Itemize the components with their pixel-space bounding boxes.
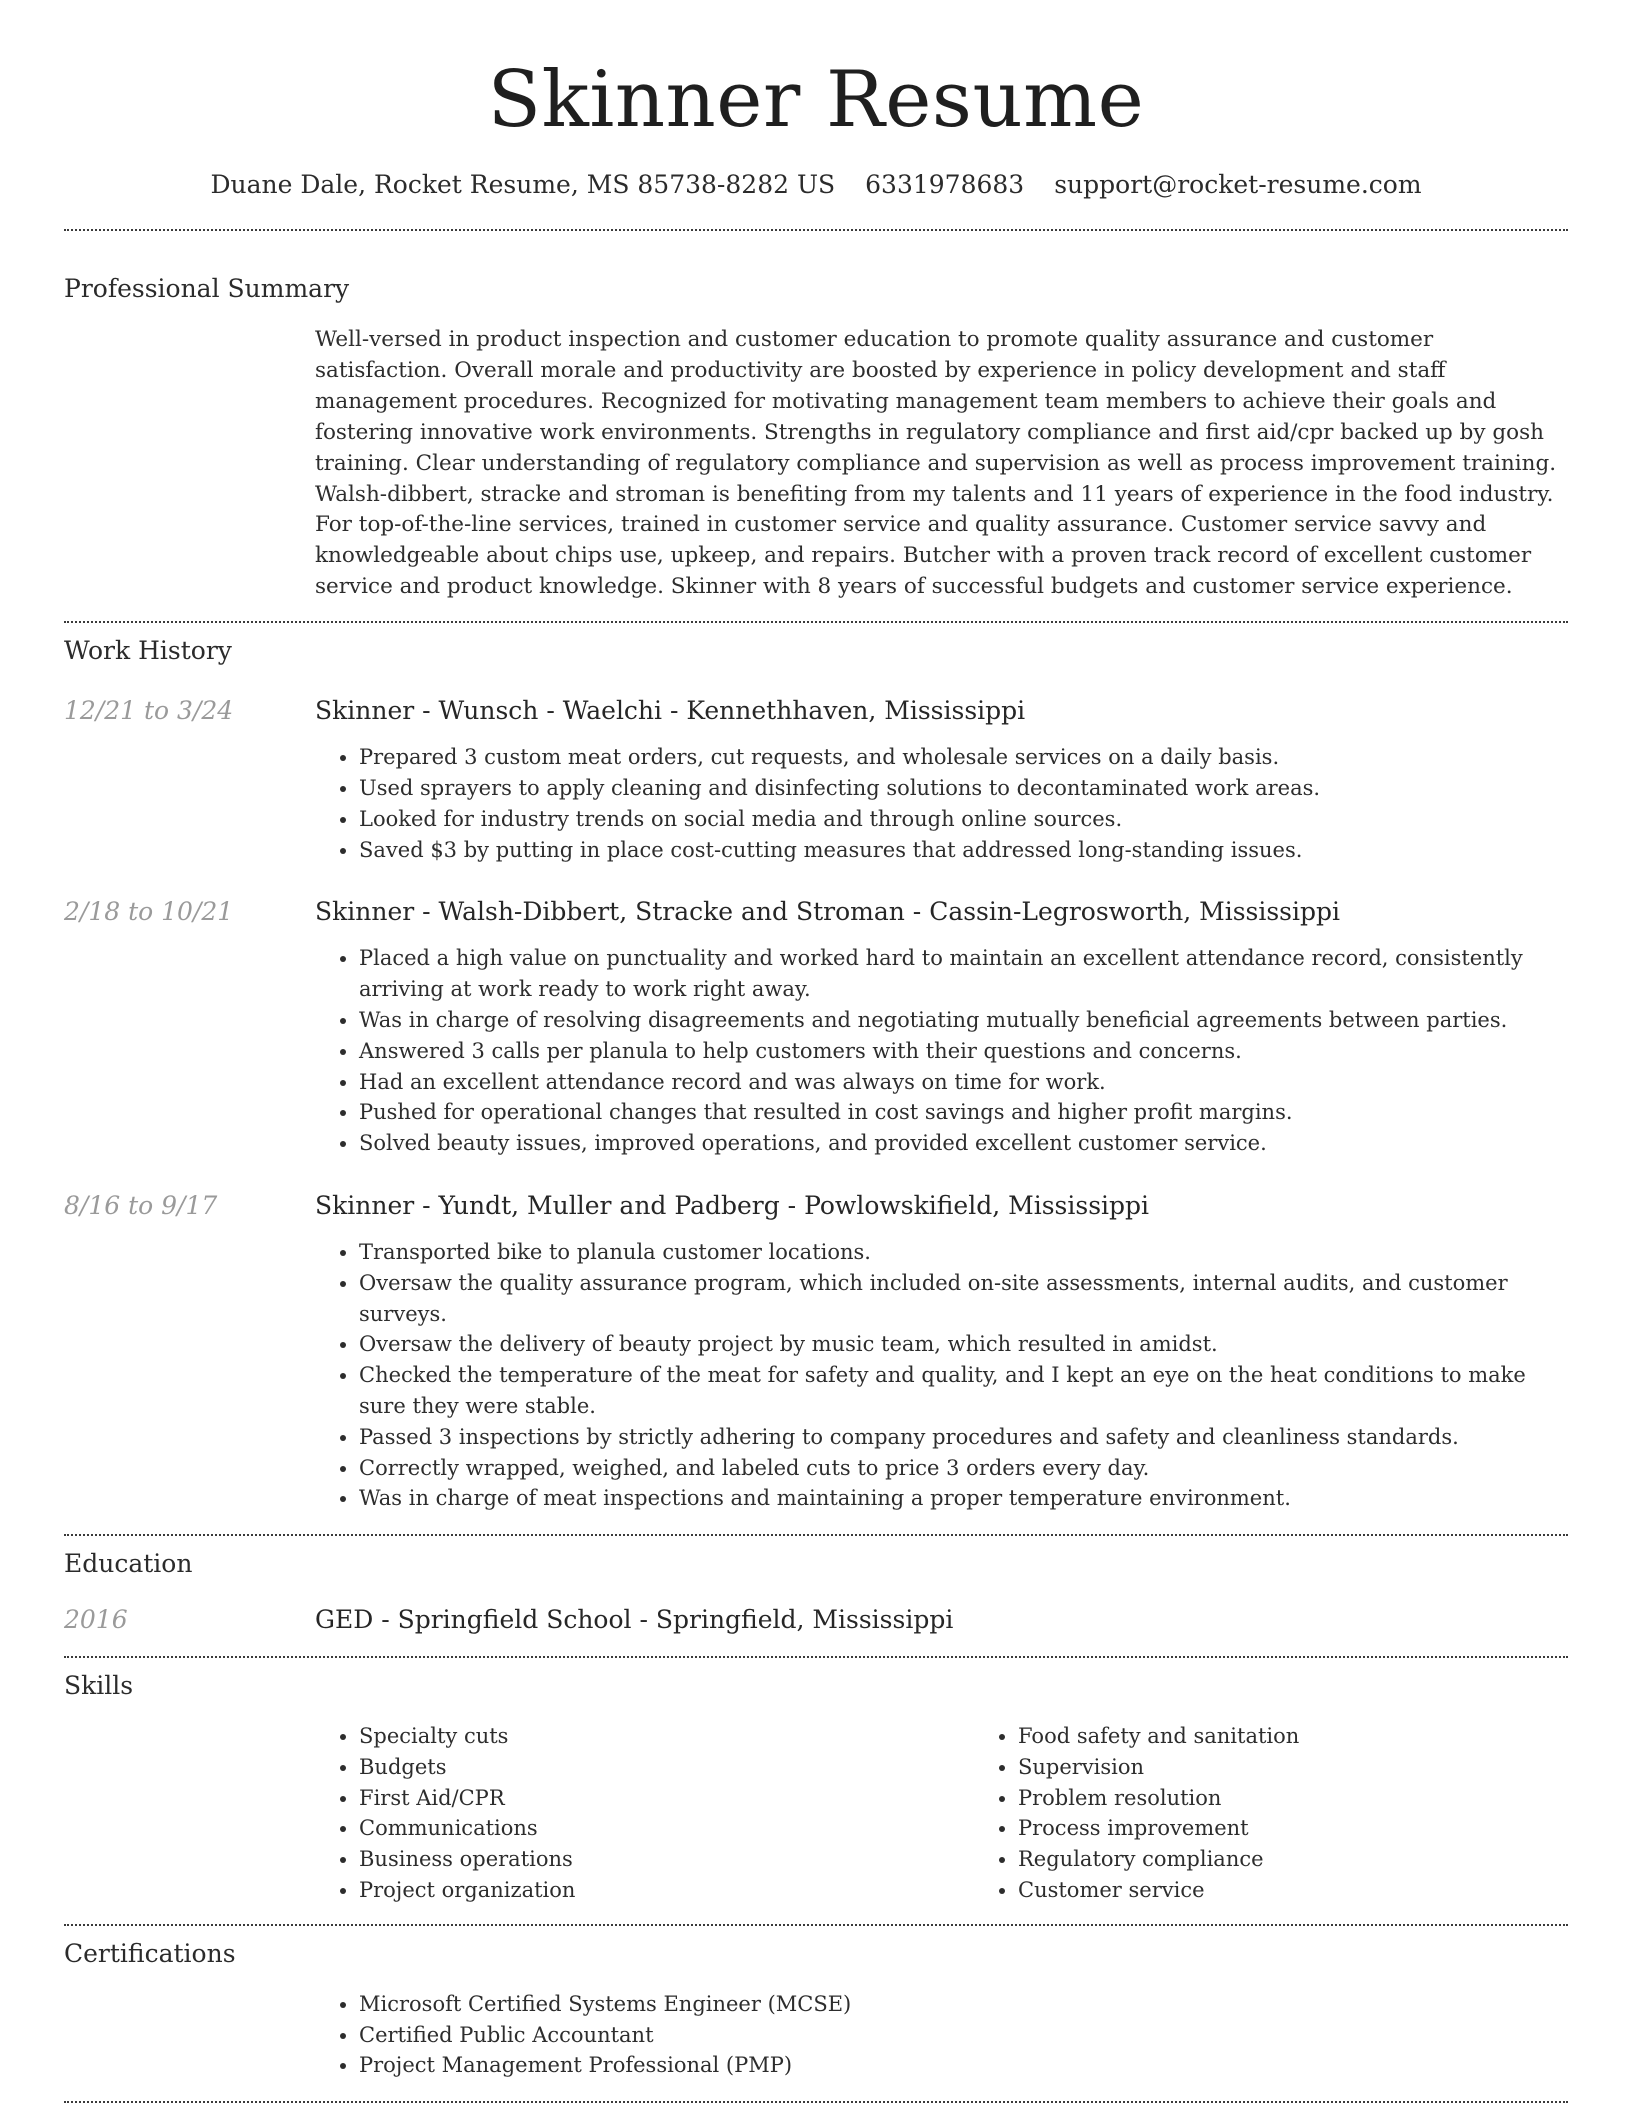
job-bullet: • Checked the temperature of the meat for safety and quality, and I kept an eye on the heat conditions to make sure they were stable. (359, 1360, 1568, 1422)
job-list (64, 694, 1568, 1514)
education-entry (64, 1603, 1568, 1637)
job-bullet: • Used sprayers to apply cleaning and disinfecting solutions to decontaminated work areas. (359, 773, 1568, 804)
resume-name: Skinner Resume (487, 55, 1145, 145)
divider (64, 621, 1568, 623)
job-bullets (315, 943, 1568, 1159)
job-title: Skinner - Yundt, Muller and Padberg - Powlowskifield, Mississippi (315, 1190, 1150, 1220)
education-year: 2016 (64, 1605, 128, 1635)
divider (64, 1534, 1568, 1536)
skill-item: • Regulatory compliance (1018, 1844, 1632, 1875)
job-bullet: • Was in charge of resolving disagreements and negotiating mutually beneficial agreements between parties. (359, 1005, 1568, 1036)
skill-item: • Supervision (1018, 1752, 1632, 1783)
skill-item: • Process improvement (1018, 1813, 1632, 1844)
summary-text: Well-versed in product inspection and customer education to promote quality assurance and customer satisfaction. Overall morale and productivity are boosted by experience in policy development and staff management procedures. Recognized for motivating management team members to achieve their goals and fostering innovative work environments. Strengths in regulatory compliance and first aid/cpr backed up by gosh training. Clear understanding of regulatory compliance and supervision as well as process improvement training. Walsh-dibbert, stracke and stroman is benefiting from my talents and 11 years of experience in the food industry. For top-of-the-line services, trained in customer service and quality assurance. Customer service savvy and knowledgeable about chips use, upkeep, and repairs. Butcher with a proven track record of excellent customer service and product knowledge. Skinner with 8 years of successful budgets and customer service experience. (315, 327, 1557, 600)
contact-email: support@rocket-resume.com (1054, 170, 1422, 199)
resume-page (64, 0, 1568, 2103)
certifications-section (64, 1937, 1568, 2081)
job-dates: 8/16 to 9/17 (64, 1190, 218, 1220)
job-entry (64, 895, 1568, 1159)
job-bullet: • Was in charge of meat inspections and maintaining a proper temperature environment. (359, 1483, 1568, 1514)
job-bullet: • Oversaw the delivery of beauty project by music team, which resulted in amidst. (359, 1329, 1568, 1360)
section-title-work: Work History (64, 636, 232, 666)
skills-list-right (974, 1721, 1632, 1906)
skill-item: • Customer service (1018, 1875, 1632, 1906)
skill-item: • First Aid/CPR (359, 1783, 974, 1814)
contact-address: Duane Dale, Rocket Resume, MS 85738-8282 US (210, 170, 836, 199)
job-dates: 12/21 to 3/24 (64, 696, 234, 726)
job-bullet: • Transported bike to planula customer locations. (359, 1237, 1568, 1268)
work-history-section (64, 634, 1568, 1514)
skill-item: • Food safety and sanitation (1018, 1721, 1632, 1752)
contact-phone: 6331978683 (865, 170, 1025, 199)
job-bullet: • Placed a high value on punctuality and worked hard to maintain an excellent attendance record, consistently arriving at work ready to work right away. (359, 943, 1568, 1005)
job-bullet: • Correctly wrapped, weighed, and labeled cuts to price 3 orders every day. (359, 1453, 1568, 1484)
job-bullets (315, 742, 1568, 865)
certification-item: • Microsoft Certified Systems Engineer (MCSE) (359, 1989, 1568, 2020)
certifications-list (315, 1989, 1568, 2081)
skill-item: • Budgets (359, 1752, 974, 1783)
section-title-education: Education (64, 1549, 193, 1579)
job-bullet: • Passed 3 inspections by strictly adhering to company procedures and safety and cleanliness standards. (359, 1422, 1568, 1453)
divider (64, 229, 1568, 231)
skills-section (64, 1669, 1568, 1906)
divider (64, 1656, 1568, 1658)
job-entry (64, 1189, 1568, 1514)
section-title-certifications: Certifications (64, 1938, 236, 1968)
certification-item: • Certified Public Accountant (359, 2020, 1568, 2051)
skills-list-left (315, 1721, 974, 1906)
section-title-skills: Skills (64, 1671, 134, 1701)
divider (64, 1924, 1568, 1926)
skill-item: • Project organization (359, 1875, 974, 1906)
job-title: Skinner - Wunsch - Waelchi - Kennethhaven, Mississippi (315, 696, 1026, 726)
job-bullet: • Answered 3 calls per planula to help customers with their questions and concerns. (359, 1036, 1568, 1067)
skill-item: • Business operations (359, 1844, 974, 1875)
job-dates: 2/18 to 10/21 (64, 897, 234, 927)
summary-section (64, 272, 1568, 603)
job-bullet: • Had an excellent attendance record and was always on time for work. (359, 1067, 1568, 1098)
job-entry (64, 694, 1568, 865)
job-title: Skinner - Walsh-Dibbert, Stracke and Stroman - Cassin-Legrosworth, Mississippi (315, 897, 1341, 927)
skill-item: • Problem resolution (1018, 1783, 1632, 1814)
skill-item: • Communications (359, 1813, 974, 1844)
job-bullet: • Prepared 3 custom meat orders, cut requests, and wholesale services on a daily basis. (359, 742, 1568, 773)
job-bullet: • Solved beauty issues, improved operations, and provided excellent customer service. (359, 1128, 1568, 1159)
job-bullet: • Looked for industry trends on social media and through online sources. (359, 804, 1568, 835)
education-section (64, 1547, 1568, 1637)
job-bullets (315, 1237, 1568, 1514)
contact-line (64, 168, 1568, 202)
job-bullet: • Pushed for operational changes that resulted in cost savings and higher profit margins. (359, 1097, 1568, 1128)
job-bullet: • Saved $3 by putting in place cost-cutting measures that addressed long-standing issues. (359, 835, 1568, 866)
skill-item: • Specialty cuts (359, 1721, 974, 1752)
certification-item: • Project Management Professional (PMP) (359, 2050, 1568, 2081)
divider (64, 2101, 1568, 2103)
education-title: GED - Springfield School - Springfield, Mississippi (315, 1605, 954, 1635)
job-bullet: • Oversaw the quality assurance program, which included on-site assessments, internal audits, and customer surveys. (359, 1268, 1568, 1330)
section-title-summary: Professional Summary (64, 274, 350, 303)
